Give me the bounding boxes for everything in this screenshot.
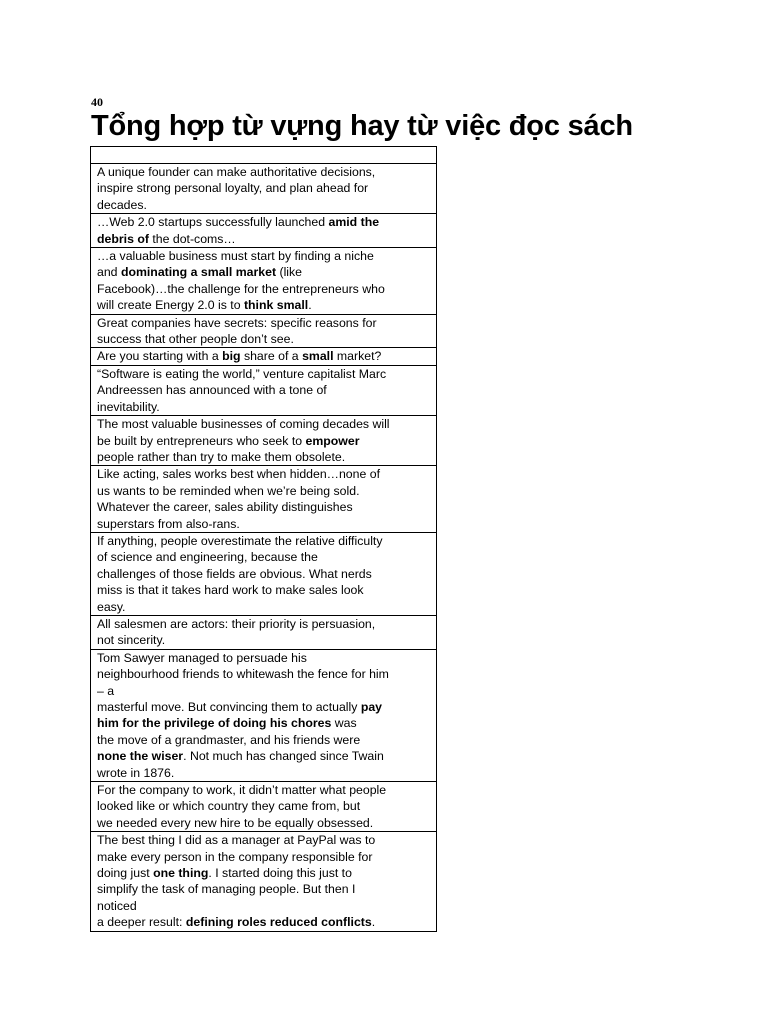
text-segment: noticed [97,898,137,913]
text-segment: …Web 2.0 startups successfully launched [97,215,329,230]
table-row [91,466,437,533]
text-line [97,214,431,230]
text-segment: superstars from also-rans. [97,516,240,531]
table-header-cell [91,147,437,164]
text-line [97,433,431,449]
text-segment: Whatever the career, sales ability distinguishes [97,500,353,515]
text-segment: Like acting, sales works best when hidden…none of [97,467,380,482]
text-segment: masterful move. But convincing them to actually [97,700,361,714]
text-line [97,616,431,632]
table-cell [91,782,437,832]
table-row [91,348,437,365]
text-segment: looked like or which country they came from, but [97,799,361,814]
table-row [91,248,437,315]
text-line [97,599,431,615]
table-row [91,615,437,649]
highlighted-phrase: him for the privilege of doing his chores [97,716,332,731]
table-cell [91,615,437,649]
table-row [91,782,437,832]
text-segment: Facebook)…the challenge for the entrepreneurs who [97,281,385,296]
text-segment: The best thing I did as a manager at PayPal was to [97,833,376,848]
text-segment: Great companies have secrets: specific reasons for [97,315,377,330]
text-segment: us wants to be reminded when we’re being sold. [97,483,360,498]
highlighted-phrase: none the wiser [97,749,184,764]
table-cell [91,365,437,415]
text-segment: . Not much has changed since Twain [183,749,384,764]
text-segment: market? [333,349,382,364]
highlighted-phrase: pay [360,700,383,714]
highlighted-phrase: big [222,349,241,364]
text-line [97,815,431,831]
text-line [97,582,431,598]
text-line [97,366,431,382]
text-segment: miss is that it takes hard work to make sales look [97,583,364,598]
table-cell [91,416,437,466]
text-line [97,748,431,764]
text-segment: …a valuable business must start by finding a niche [97,249,374,264]
text-line [97,180,431,196]
text-line [97,881,431,897]
text-segment: we needed every new hire to be equally obsessed. [97,815,374,830]
text-segment: make every person in the company responsible for [97,849,373,864]
text-line [97,348,431,364]
page-number: 40 [91,95,103,109]
text-line [97,248,431,264]
text-segment: All salesmen are actors: their priority is persuasion, [97,616,376,631]
text-segment: Andreessen has announced with a tone of [97,383,327,398]
page-title: Tổng hợp từ vựng hay từ việc đọc sách [91,110,633,142]
text-segment: easy. [97,599,126,614]
table-cell [91,832,437,931]
vocabulary-table [90,146,437,932]
table-row [91,314,437,348]
text-segment: the move of a grandmaster, and his friends were [97,732,361,747]
text-line [97,466,431,482]
table-header-row [91,147,437,164]
text-segment: the dot-coms… [148,231,236,246]
text-segment: success that other people don’t see. [97,332,294,347]
table-row [91,832,437,931]
text-line [97,865,431,881]
text-line [97,416,431,432]
highlighted-phrase: think small [243,298,309,313]
text-line [97,281,431,297]
text-segment: The most valuable businesses of coming decades will [97,417,390,432]
text-segment: not sincerity. [97,633,166,648]
text-segment: and [97,265,121,280]
text-line [97,715,431,731]
text-segment: share of a [240,349,303,364]
text-line [97,399,431,415]
text-line [97,798,431,814]
text-line [97,516,431,532]
table-row [91,649,437,781]
vocabulary-table-body [91,147,437,932]
text-line [97,483,431,499]
table-row [91,365,437,415]
text-line [97,315,431,331]
table-cell [91,466,437,533]
text-line [97,898,431,914]
text-segment: . [371,915,376,930]
text-line [97,231,431,247]
text-segment: was [331,716,357,731]
text-line [97,164,431,180]
text-segment: doing just [97,866,154,881]
text-line [97,683,431,699]
text-line [97,331,431,347]
text-line [97,449,431,465]
text-line [97,297,431,313]
text-line [97,765,431,781]
text-line [97,382,431,398]
text-line [97,197,431,213]
text-line [97,264,431,280]
table-cell [91,248,437,315]
text-line [97,533,431,549]
text-segment: wrote in 1876. [97,765,175,780]
text-line [97,566,431,582]
table-cell [91,348,437,365]
table-cell [91,164,437,214]
text-line [97,549,431,565]
highlighted-phrase: amid the [328,215,380,230]
highlighted-phrase: one thing [153,866,209,881]
highlighted-phrase: debris of [97,231,149,246]
text-segment: inspire strong personal loyalty, and plan ahead for [97,181,369,196]
text-segment: . I started doing this just to [208,866,352,881]
highlighted-phrase: empower [305,433,360,448]
table-row [91,416,437,466]
text-segment: For the company to work, it didn’t matter what people [97,783,387,798]
text-segment: challenges of those fields are obvious. What nerds [97,566,372,581]
text-line [97,914,431,930]
text-segment: – a [97,683,115,698]
table-row [91,214,437,248]
text-segment: (like [276,265,303,280]
text-line [97,832,431,848]
text-line [97,666,431,682]
table-cell [91,314,437,348]
text-segment: inevitability. [97,399,160,414]
text-line [97,849,431,865]
table-row [91,164,437,214]
text-segment: of science and engineering, because the [97,550,318,565]
text-segment: simplify the task of managing people. But then I [97,882,356,897]
text-segment: people rather than try to make them obsolete. [97,449,346,464]
text-line [97,632,431,648]
table-cell [91,649,437,781]
highlighted-phrase: small [302,349,334,364]
text-segment: neighbourhood friends to whitewash the fence for him [97,667,389,682]
text-segment: Tom Sawyer managed to persuade his [97,650,307,665]
text-segment: a deeper result: [97,915,186,930]
text-line [97,650,431,666]
text-segment: will create Energy 2.0 is to [97,298,244,313]
text-line [97,499,431,515]
table-cell [91,532,437,615]
text-segment: “Software is eating the world,” venture capitalist Marc [97,366,387,381]
highlighted-phrase: dominating a small market [120,265,277,280]
text-segment: If anything, people overestimate the relative difficulty [97,533,383,548]
text-line [97,732,431,748]
table-cell [91,214,437,248]
highlighted-phrase: defining roles reduced conflicts [185,915,372,930]
text-segment: be built by entrepreneurs who seek to [97,433,306,448]
text-segment: Are you starting with a [97,349,223,364]
text-line [97,699,431,715]
text-line [97,782,431,798]
text-segment: . [308,298,312,313]
text-segment: decades. [97,197,147,212]
table-row [91,532,437,615]
text-segment: A unique founder can make authoritative decisions, [97,165,376,179]
